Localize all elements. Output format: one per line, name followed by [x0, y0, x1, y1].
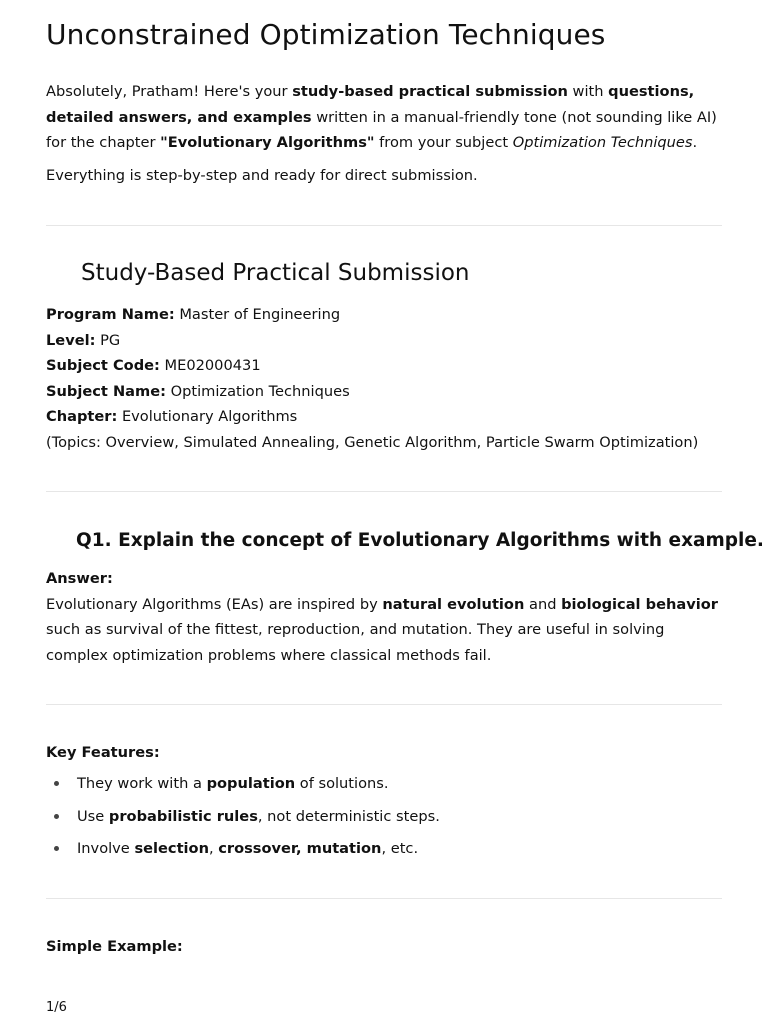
intro-paragraph — [46, 79, 726, 156]
item-bold: population — [206, 775, 296, 792]
intro-text-4: from your subject — [374, 134, 513, 152]
question-1-heading: Q1. Explain the concept of Evolutionary Algorithms with example. — [76, 530, 764, 551]
key-features-heading: Key Features: — [46, 744, 160, 761]
divider-2 — [46, 491, 722, 492]
item-bold: crossover, mutation — [218, 840, 382, 858]
answer-text-1: Evolutionary Algorithms (EAs) are inspired by — [46, 595, 383, 613]
answer-block — [46, 566, 726, 668]
answer-bold-1: natural evolution — [382, 595, 525, 613]
answer-text-2: and — [524, 595, 562, 613]
item-bold: selection — [134, 840, 209, 858]
intro-text-3: written in a manual-friendly tone (not sounding like AI) for the chapter — [46, 108, 717, 152]
bullet-icon — [54, 846, 59, 851]
list-item — [46, 836, 722, 869]
intro-text-2: with — [567, 83, 609, 100]
divider-4 — [46, 898, 722, 899]
list-item — [46, 771, 722, 804]
answer-text-3: such as survival of the fittest, reproduction, and mutation. They are useful in solving complex optimization problems where classical methods fail. — [46, 621, 665, 664]
item-text: , — [208, 840, 219, 858]
intro-paragraph-2 — [46, 163, 726, 189]
field-value: Master of Engineering — [174, 306, 341, 323]
answer-bold-2: biological behavior — [561, 595, 718, 613]
simple-example-heading: Simple Example: — [46, 938, 183, 955]
field-label: Level: — [46, 331, 96, 349]
field-label: Subject Code: — [46, 357, 160, 375]
field-label: Program Name: — [46, 306, 175, 323]
page-title: Unconstrained Optimization Techniques — [46, 18, 606, 51]
field-label: Subject Name: — [46, 382, 166, 400]
simple-example-block — [46, 934, 726, 960]
page-number: 1/6 — [46, 1000, 67, 1015]
intro-bold-1: study-based practical submission — [292, 83, 568, 100]
intro-bold-2: questions, detailed answers, and examples — [46, 83, 695, 126]
field-value: Evolutionary Algorithms — [117, 408, 298, 426]
intro-bold-3: "Evolutionary Algorithms" — [160, 134, 375, 152]
list-item — [46, 804, 722, 837]
field-level — [46, 328, 726, 354]
item-text: Involve — [77, 840, 135, 858]
intro-italic-subject: Optimization Techniques — [512, 134, 693, 152]
field-label: Chapter: — [46, 408, 118, 426]
divider-1 — [46, 225, 722, 226]
intro-text-1: Absolutely, Pratham! Here's your — [46, 83, 293, 100]
bullet-icon — [54, 781, 59, 786]
intro-text-5: . — [692, 134, 698, 152]
field-subject-code — [46, 353, 726, 379]
item-text: , etc. — [381, 840, 419, 858]
divider-3 — [46, 704, 722, 705]
submission-details — [46, 302, 726, 456]
field-chapter — [46, 404, 726, 430]
submission-heading: Study-Based Practical Submission — [81, 260, 470, 286]
field-value: Optimization Techniques — [165, 382, 350, 400]
item-bold: probabilistic rules — [108, 807, 258, 825]
key-features-heading-block — [46, 740, 726, 766]
item-text: of solutions. — [295, 775, 389, 792]
field-program-name — [46, 302, 726, 328]
field-subject-name — [46, 379, 726, 405]
topics-line: (Topics: Overview, Simulated Annealing, Genetic Algorithm, Particle Swarm Optimization) — [46, 433, 699, 451]
item-text: Use — [77, 807, 109, 825]
bullet-icon — [54, 814, 59, 819]
field-value: PG — [95, 331, 121, 349]
intro-ready-text: Everything is step-by-step and ready for direct submission. — [46, 167, 478, 184]
field-value: ME02000431 — [159, 357, 261, 375]
answer-label: Answer: — [46, 570, 113, 587]
item-text: They work with a — [77, 775, 207, 792]
key-features-list — [46, 771, 722, 869]
item-text: , not deterministic steps. — [257, 807, 440, 825]
